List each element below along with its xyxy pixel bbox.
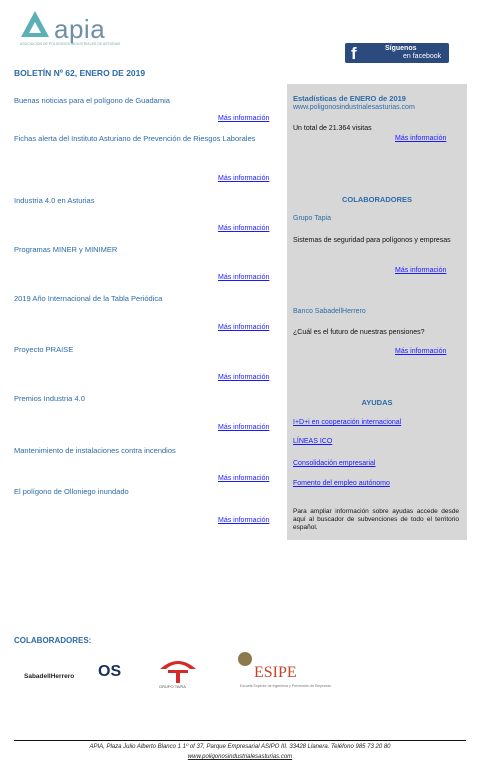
colaborador-text: Sistemas de seguridad para polígonos y empresas — [293, 237, 451, 244]
colaboradores-footer-heading: COLABORADORES: — [14, 636, 92, 645]
stats-more-info-link[interactable]: Más información — [395, 135, 447, 142]
more-info-link[interactable]: Más información — [218, 424, 270, 431]
facebook-f-icon: f — [351, 44, 357, 63]
more-info-link[interactable]: Más información — [218, 324, 270, 331]
footer-url-link[interactable]: www.poligonosindustrialesasturias.com — [187, 754, 293, 760]
stats-title: Estadísticas de ENERO de 2019 — [293, 94, 406, 103]
grupo-tapia-label: GRUPO TAPIA — [159, 684, 186, 689]
colaborador-name[interactable]: Grupo Tapia — [293, 215, 332, 222]
more-info-link[interactable]: Más información — [218, 175, 270, 182]
more-info-link[interactable]: Más información — [218, 274, 270, 281]
more-info-link[interactable]: Más información — [218, 475, 270, 482]
ayudas-info-text: Para ampliar información sobre ayudas accede desde aquí al buscador de subvenciones de todo el territorio español. — [293, 508, 459, 531]
sidebar-panel — [287, 84, 467, 540]
news-title[interactable]: Mantenimiento de instalaciones contra incendios — [14, 446, 176, 455]
more-info-link[interactable]: Más información — [218, 225, 270, 232]
ayuda-link[interactable]: LÍNEAS ICO — [293, 438, 333, 445]
os-logo[interactable]: OS — [98, 663, 122, 680]
ayuda-link[interactable]: Fomento del empleo autónomo — [293, 480, 390, 487]
footer-address: APIA, Plaza Julio Alberto Blanco 1 1º of 37, Parque Empresarial ASIPO III. 33428 Llanera. Teléfono 985 73 20 80 — [89, 744, 391, 750]
news-title[interactable]: Industria 4.0 en Asturias — [14, 196, 95, 205]
news-title[interactable]: Premios Industria 4.0 — [14, 394, 85, 403]
more-info-link[interactable]: Más información — [218, 115, 270, 122]
apia-logo-icon — [20, 10, 50, 40]
stats-site-link[interactable]: www.poligonosindustrialesasturias.com — [293, 104, 415, 111]
sabadell-logo[interactable]: SabadellHerrero — [24, 673, 75, 680]
ayudas-heading: AYUDAS — [361, 398, 393, 407]
colaborador-more-info-link[interactable]: Más información — [395, 348, 447, 355]
facebook-label-1: Síguenos — [385, 45, 417, 52]
news-title[interactable]: Buenas noticias para el polígono de Guadamia — [14, 96, 170, 105]
news-title[interactable]: Fichas alerta del Instituto Asturiano de Prevención de Riesgos Laborales — [14, 134, 256, 143]
logo-tagline: ASOCIACIÓN DE POLÍGONOS INDUSTRIALES DE ASTURIAS — [20, 42, 121, 46]
news-title[interactable]: Programas MINER y MINIMER — [14, 245, 118, 254]
esipe-subtitle: Escuela Superior de Ingeniería y Prevención de Empresas — [240, 684, 331, 688]
colaboradores-heading: COLABORADORES — [341, 195, 412, 204]
facebook-label-2: en facebook — [403, 53, 442, 60]
colaborador-more-info-link[interactable]: Más información — [395, 267, 447, 274]
esipe-emblem-icon — [238, 652, 252, 666]
ayuda-link[interactable]: Consolidación empresarial — [293, 460, 376, 467]
news-title[interactable]: 2019 Año Internacional de la Tabla Periódica — [14, 294, 163, 303]
more-info-link[interactable]: Más información — [218, 517, 270, 524]
footer-divider — [14, 740, 466, 741]
more-info-link[interactable]: Más información — [218, 374, 270, 381]
colaborador-text: ¿Cuál es el futuro de nuestras pensiones? — [293, 329, 425, 336]
ayuda-link[interactable]: I+D+i en cooperación internacional — [293, 419, 402, 426]
esipe-logo[interactable]: ESIPE — [254, 664, 297, 681]
apia-logo-text: apia — [54, 14, 106, 44]
colaborador-name[interactable]: Banco SabadellHerrero — [293, 308, 366, 315]
stats-visits: Un total de 21.364 visitas — [293, 125, 372, 132]
bulletin-title: BOLETÍN Nº 62, ENERO DE 2019 — [14, 68, 146, 78]
news-title[interactable]: El polígono de Olloniego inundado — [14, 487, 129, 496]
news-title[interactable]: Proyecto PRAISE — [14, 345, 74, 354]
facebook-follow-button[interactable] — [345, 43, 449, 63]
